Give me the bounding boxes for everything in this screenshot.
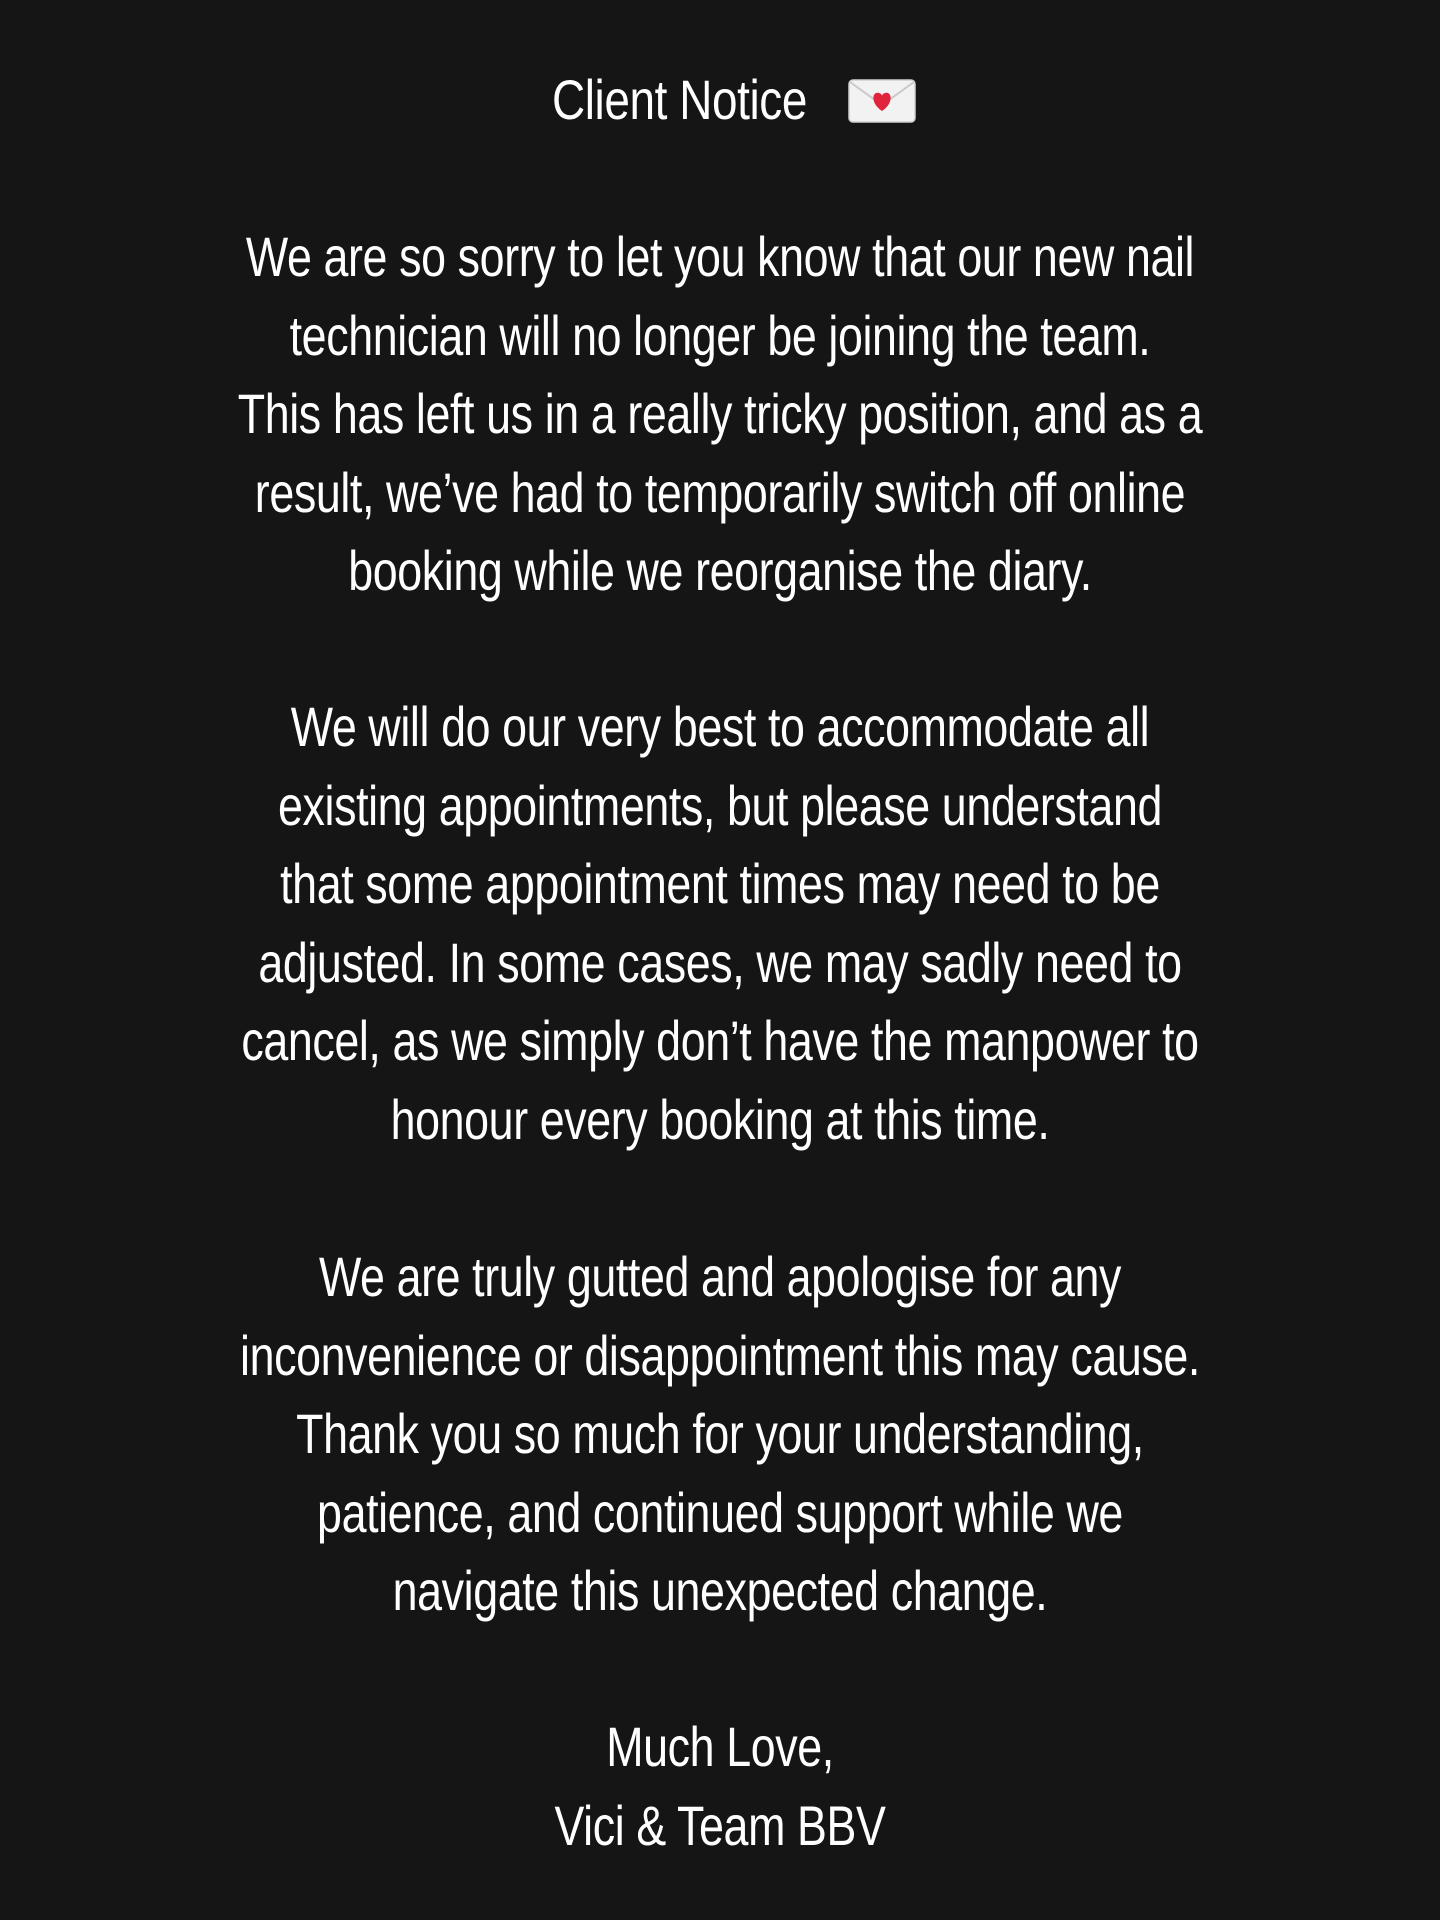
- notice-header: [0, 60, 1440, 140]
- notice-paragraph-2: [0, 688, 1440, 1160]
- text-line: navigate this unexpected change.: [392, 1559, 1048, 1623]
- notice-signoff: [0, 1708, 1440, 1865]
- text-line: booking while we reorganise the diary.: [348, 539, 1092, 603]
- text-line: This has left us in a really tricky position, and as a: [237, 382, 1203, 446]
- signature-line: Vici & Team BBV: [554, 1793, 886, 1857]
- text-line: that some appointment times may need to be: [280, 852, 1160, 916]
- text-line: adjusted. In some cases, we may sadly need to: [258, 930, 1182, 994]
- text-line: existing appointments, but please understand: [278, 773, 1162, 837]
- notice-paragraph-3: [0, 1238, 1440, 1631]
- text-line: Thank you so much for your understanding,: [296, 1402, 1144, 1466]
- text-line: patience, and continued support while we: [317, 1480, 1123, 1544]
- love-letter-icon: [848, 79, 916, 123]
- text-line: result, we’ve had to temporarily switch off online: [254, 460, 1186, 524]
- text-line: We are so sorry to let you know that our new nail: [245, 225, 1195, 288]
- text-line: cancel, as we simply don’t have the manpower to: [241, 1009, 1199, 1073]
- signoff-line: Much Love,: [606, 1715, 834, 1778]
- text-line: We are truly gutted and apologise for any: [318, 1245, 1122, 1308]
- text-line: honour every booking at this time.: [390, 1087, 1050, 1151]
- text-line: inconvenience or disappointment this may cause.: [240, 1323, 1200, 1387]
- notice-paragraph-1: [0, 218, 1440, 611]
- text-line: technician will no longer be joining the team.: [289, 303, 1151, 367]
- notice-title: Client Notice: [551, 68, 807, 131]
- text-line: We will do our very best to accommodate all: [290, 695, 1150, 758]
